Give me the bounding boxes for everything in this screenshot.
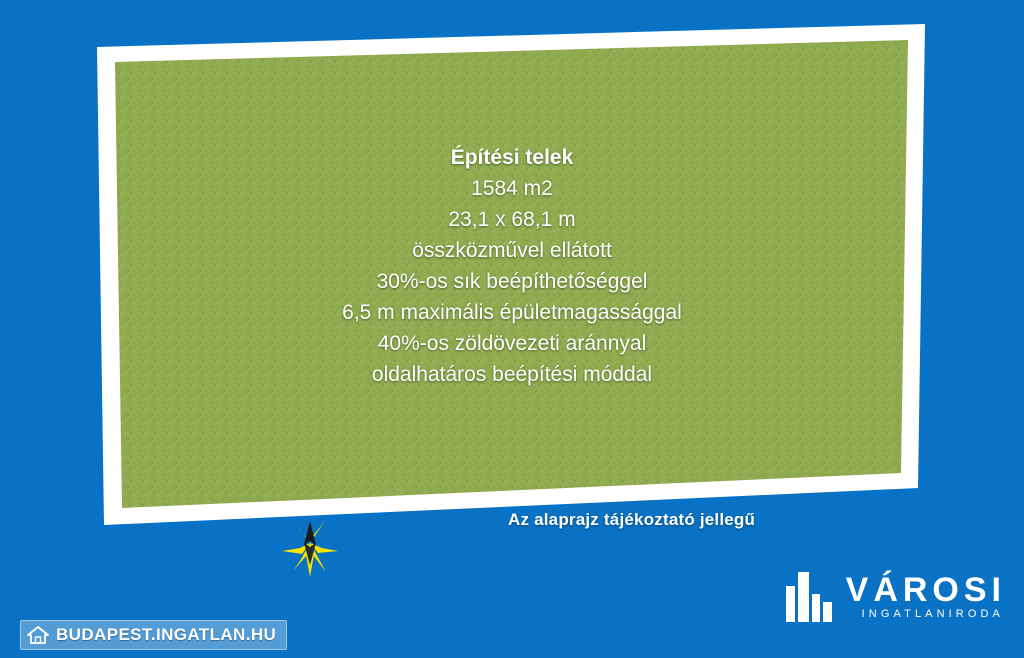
brand-logo (786, 572, 1006, 622)
watermark-text: BUDAPEST.INGATLAN.HU (56, 625, 277, 644)
logo-subtitle: INGATLANIRODA (861, 608, 1004, 620)
disclaimer-text: Az alaprajz tájékoztató jellegű (508, 510, 756, 529)
parcel-info-line: 40%-os zöldövezeti aránnyal (377, 332, 647, 355)
parcel-info-line: 23,1 x 68,1 m (448, 208, 576, 231)
logo-name: VÁROSI (845, 571, 1006, 609)
parcel-info-line: Építési telek (450, 146, 574, 169)
parcel-fill (115, 40, 908, 508)
watermark-badge (20, 620, 287, 650)
parcel-info-line: oldalhatáros beépítési móddal (371, 363, 653, 386)
parcel-info-line: összközművel ellátott (412, 239, 612, 262)
parcel-info-line: 6,5 m maximális épületmagassággal (342, 301, 682, 324)
north-arrow-icon (278, 515, 342, 579)
building-bars-icon (786, 572, 832, 622)
parcel-info-line: 30%-os sık beépíthetőséggel (376, 270, 648, 293)
house-icon (27, 625, 49, 645)
parcel-info-line: 1584 m2 (471, 177, 553, 200)
